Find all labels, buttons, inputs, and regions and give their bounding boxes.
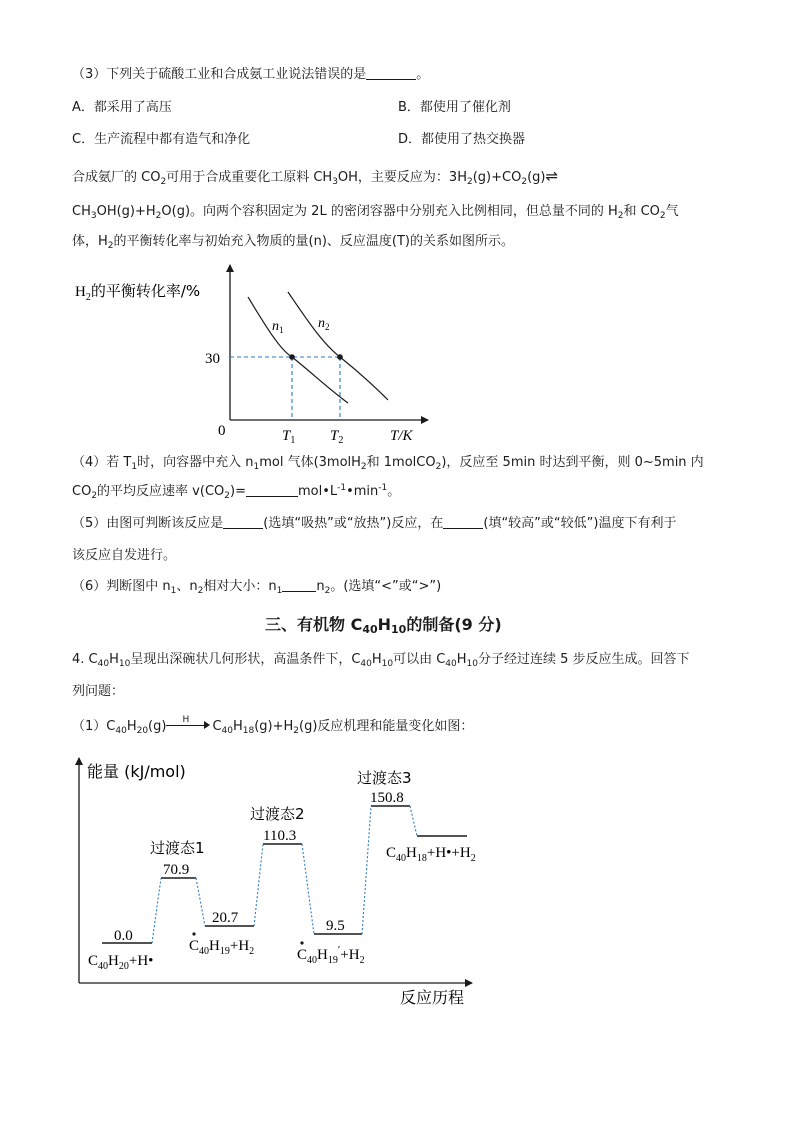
q3-option-d[interactable]: D．都使用了热交换器 bbox=[398, 132, 526, 147]
point-n1 bbox=[289, 354, 295, 360]
intro-line-3: 体，$H_2$的平衡转化率与初始充入物质的量(n)、反应温度(T)的关系如图所示。 bbox=[72, 234, 514, 251]
radical-dot-1 bbox=[192, 932, 195, 935]
q5-answer-blank-2[interactable] bbox=[443, 515, 483, 529]
label-n2: $n_2$ bbox=[318, 316, 330, 332]
label-T2: $T_2$ bbox=[330, 428, 344, 446]
q4-line-2: $CO_2$的平均反应速率 $v(CO_2)=$ $mol•L^{-1}•\min^{-1}$。 bbox=[72, 483, 401, 501]
energy-ylabel: 能量 (kJ/mol) bbox=[87, 762, 186, 781]
value-150-8: 150.8 bbox=[370, 790, 404, 806]
curve-n2 bbox=[288, 292, 388, 400]
ts3-label: 过渡态3 bbox=[357, 769, 412, 787]
graph1-ylabel: $H_2$的平衡转化率/% bbox=[75, 282, 201, 303]
species-reactant: $C_{40}H_{20}+H•$ bbox=[88, 953, 154, 972]
species-int2: $C_{40}H_{19}'+H_2$ bbox=[297, 944, 365, 966]
q3-option-c[interactable]: C．生产流程中都有造气和净化 bbox=[72, 132, 251, 147]
intro-line-1: 合成氨厂的 $CO_2$可用于合成重要化工原料 $CH_3OH$，主要反应为：$3H_2(g)+CO_2(g)\rightleftharpoons$ bbox=[72, 167, 559, 187]
conversion-graph bbox=[60, 255, 450, 455]
q3-option-b[interactable]: B．都使用了催化剂 bbox=[398, 100, 511, 115]
q5-line-1: （5）由图可判断该反应是 (选填“吸热”或“放热”)反应，在 (填“较高”或“较低”)温度下有利于 bbox=[72, 516, 677, 531]
value-0: 0.0 bbox=[114, 928, 133, 944]
energy-connectors bbox=[152, 806, 417, 943]
graph1-xlabel: T/K bbox=[390, 428, 413, 444]
graph1-origin: 0 bbox=[218, 423, 226, 439]
species-int1: $C_{40}H_{19}+H_2$ bbox=[189, 938, 255, 957]
reaction-arrow-icon: H bbox=[166, 718, 212, 732]
value-9-5: 9.5 bbox=[326, 918, 345, 934]
ts2-label: 过渡态2 bbox=[250, 805, 305, 823]
label-T1: $T_1$ bbox=[282, 428, 296, 446]
q3-option-a[interactable]: A．都采用了高压 bbox=[72, 100, 172, 115]
intro-line-2: $CH_3OH(g)+H_2O(g)$。向两个容积固定为 2L 的密闭容器中分别充入比例相同，但总量不同的 $H_2$和 $CO_2$气 bbox=[72, 204, 679, 221]
value-20-7: 20.7 bbox=[212, 910, 239, 926]
q6-line: （6）判断图中 $n_1$、$n_2$相对大小：$n_1$ $n_2$。(选填“<”或“>”) bbox=[72, 579, 442, 596]
species-product: $C_{40}H_{18}+H•+H_2$ bbox=[386, 845, 476, 864]
q3-stem: （3）下列关于硫酸工业和合成氨工业说法错误的是 。 bbox=[72, 67, 430, 82]
q4b-line-2: 列问题： bbox=[72, 684, 125, 699]
point-n2 bbox=[337, 354, 343, 360]
q4-answer-blank[interactable] bbox=[246, 483, 298, 497]
q5-line-2: 该反应自发进行。 bbox=[72, 548, 177, 563]
equilibrium-arrow-icon: ⇌ bbox=[545, 167, 559, 185]
value-70-9: 70.9 bbox=[163, 862, 190, 878]
curve-n1 bbox=[248, 297, 348, 403]
q6-answer-blank[interactable] bbox=[282, 578, 316, 592]
label-n1: $n_1$ bbox=[272, 319, 284, 335]
radical-dot-2 bbox=[300, 941, 303, 944]
energy-xlabel: 反应历程 bbox=[400, 988, 465, 1007]
q4b-sub1: $(1)C_{40}H_{20}(g)$ H $C_{40}H_{18}(g)+H_2(g)$反应机理和能量变化如图： bbox=[72, 715, 474, 736]
ts1-label: 过渡态1 bbox=[150, 839, 205, 857]
section-3-heading: 三、有机物 $C_{40}H_{10}$的制备(9 分) bbox=[265, 615, 502, 636]
q4-line-1: （4）若 $T_1$时，向容器中充入 $n_1mol$ 气体(3molH$_2$和 1molCO$_2$)，反应至 5min 时达到平衡，则 0~5min 内 bbox=[72, 455, 704, 472]
energy-diagram bbox=[60, 750, 490, 1010]
q3-answer-blank[interactable] bbox=[366, 66, 416, 80]
value-110-3: 110.3 bbox=[263, 828, 297, 844]
q5-answer-blank-1[interactable] bbox=[223, 515, 263, 529]
q4b-line-1: 4. $C_{40}H_{10}$呈现出深碗状几何形状，高温条件下，$C_{40}H_{10}$可以由 $C_{40}H_{10}$分子经过连续 5 步反应生成。回答下 bbox=[72, 652, 690, 669]
graph1-y30: 30 bbox=[205, 351, 220, 367]
